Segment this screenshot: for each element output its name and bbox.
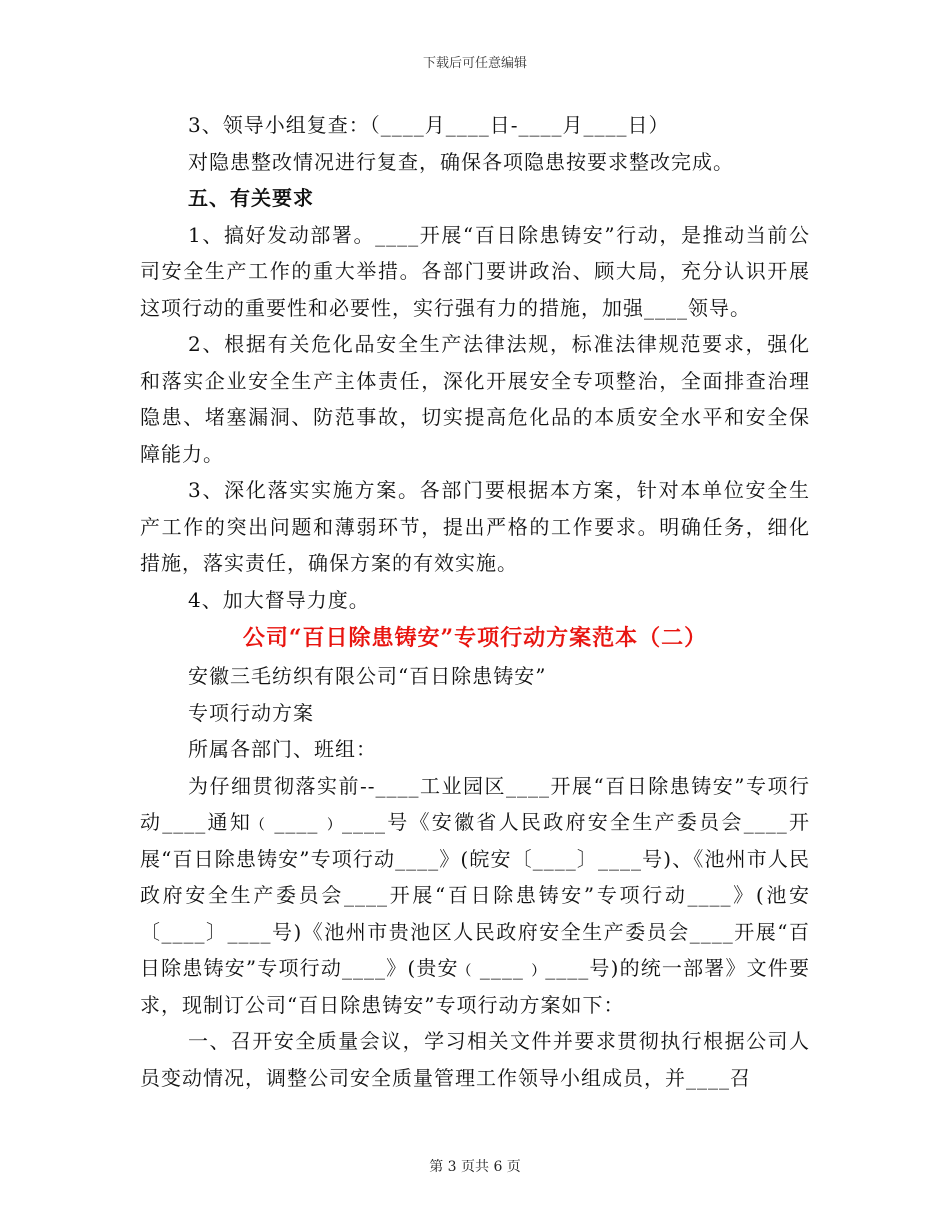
paragraph-requirement-3: 3、深化落实实施方案。各部门要根据本方案，针对本单位安全生产工作的突出问题和薄弱环节，提出严格的工作要求。明确任务，细化措施，落实责任，确保方案的有效实施。: [140, 478, 810, 575]
paragraph-plan-name: 专项行动方案: [188, 700, 314, 725]
paragraph-review-description: 对隐患整改情况进行复查，确保各项隐患按要求整改完成。: [188, 149, 734, 174]
paragraph-intro: 为仔细贯彻落实前--____工业园区____开展“百日除患铸安”专项行动____通知﹙____﹚____号《安徽省人民政府安全生产委员会____开展“百日除患铸安”专项行动____》(皖安〔____〕____号)、《池州市人民政府安全生产委员会____开展“百日除患铸安”专项行动____》(池安〔____〕____号)《池州市贵池区人民政府安全生产委员会____开展“百日除患铸安”专项行动____》(贵安﹙____﹚____号)的统一部署》文件要求，现制订公司“百日除患铸安”专项行动方案如下：: [140, 773, 810, 1017]
section-heading-requirements: 五、有关要求: [188, 186, 314, 210]
paragraph-requirement-1: 1、搞好发动部署。____开展“百日除患铸安”行动，是推动当前公司安全生产工作的重大举措。各部门要讲政治、顾大局，充分认识开展这项行动的重要性和必要性，实行强有力的措施，加强____领导。: [140, 222, 810, 320]
paragraph-company-name: 安徽三毛纺织有限公司“百日除患铸安”: [188, 664, 547, 688]
document-title-2: 公司“百日除患铸安”专项行动方案范本（二）: [242, 625, 708, 651]
paragraph-requirement-4: 4、加大督导力度。: [188, 587, 370, 612]
paragraph-salutation: 所属各部门、班组：: [188, 737, 377, 761]
paragraph-review-schedule: 3、领导小组复查：（____月____日-____月____日）: [188, 113, 670, 137]
page-header: 下载后可任意编辑: [422, 56, 527, 71]
paragraph-requirement-2: 2、根据有关危化品安全生产法律法规，标准法律规范要求，强化和落实企业安全生产主体责任，深化开展安全专项整治，全面排查治理隐患、堵塞漏洞、防范事故，切实提高危化品的本质安全水平和安全保障能力。: [140, 332, 810, 466]
paragraph-section-1: 一、召开安全质量会议，学习相关文件并要求贯彻执行根据公司人员变动情况，调整公司安全质量管理工作领导小组成员，并____召: [140, 1029, 810, 1090]
page-footer: 第 3 页共 6 页: [429, 1159, 521, 1175]
document-body: [140, 107, 810, 1096]
